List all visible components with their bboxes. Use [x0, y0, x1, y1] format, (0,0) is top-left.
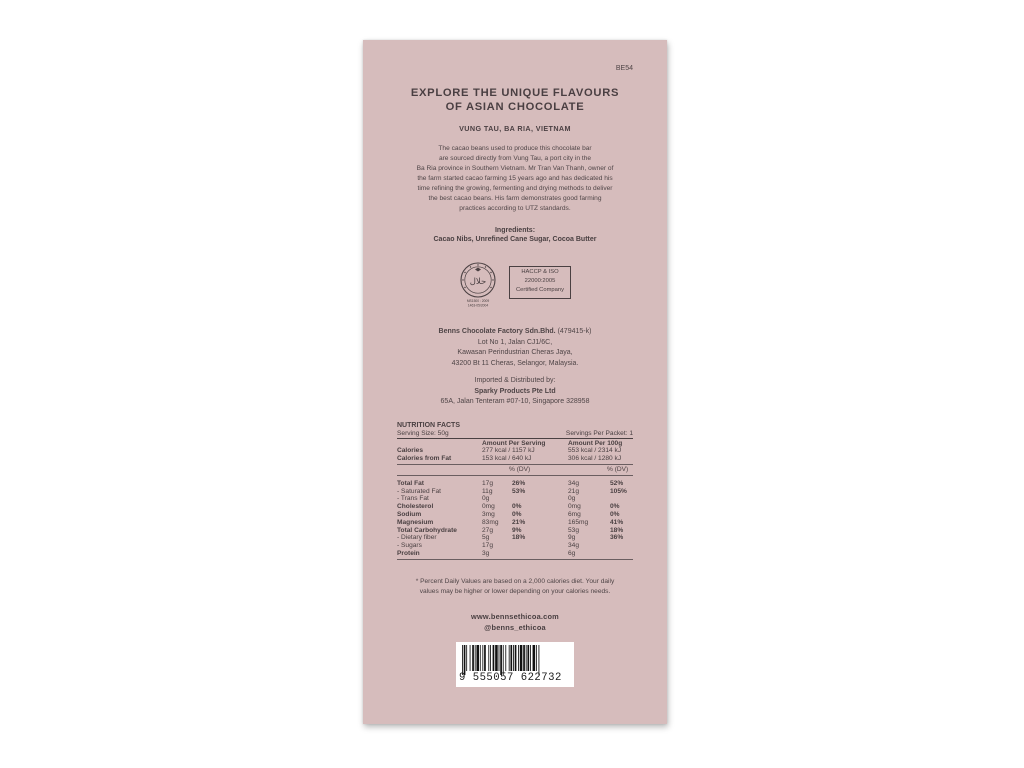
manufacturer-name: Benns Chocolate Factory Sdn.Bhd. [438, 328, 556, 335]
nutrient-row [397, 511, 633, 519]
barcode-bar [476, 645, 479, 671]
nutrient-serving-dv: 0% [512, 503, 522, 511]
serving-size: Serving Size: 50g [397, 429, 449, 437]
nutrient-serving-amount: 0g [482, 495, 490, 503]
nutrient-row [397, 488, 633, 496]
headline-line-1: EXPLORE THE UNIQUE FLAVOURS [410, 87, 620, 99]
calories-row [397, 447, 633, 455]
importer-block [363, 376, 667, 408]
serving-info-row [397, 430, 633, 438]
nutrient-label: Total Fat [397, 479, 424, 487]
nutrient-label: Magnesium [397, 518, 434, 526]
daily-value-footnote [393, 577, 637, 598]
nutrient-100g-dv: 18% [610, 526, 624, 534]
manufacturer-reg: (479415-k) [557, 328, 592, 335]
nutrient-row [397, 542, 633, 550]
nutrient-label: - Trans Fat [397, 495, 429, 503]
nutrient-serving-amount: 3mg [482, 510, 495, 518]
ingredients-heading: Ingredients: [494, 227, 536, 234]
haccp-certification-box [509, 266, 571, 299]
nutrition-column-headers [397, 440, 633, 448]
barcode-bar [466, 645, 467, 671]
haccp-line-3: Certified Company [515, 286, 564, 293]
barcode-bar [509, 645, 510, 671]
origin-story [391, 144, 639, 214]
barcode [456, 642, 574, 687]
nutrient-serving-dv: 0% [512, 510, 522, 518]
nutrient-serving-dv: 53% [512, 487, 526, 495]
nutrient-label: - Sugars [397, 542, 422, 550]
nutrient-label: Cholesterol [397, 503, 434, 511]
manufacturer-address-2: Kawasan Perindustrian Cheras Jaya, [457, 349, 573, 357]
headline-line-2: OF ASIAN CHOCOLATE [445, 101, 585, 113]
barcode-bar [526, 645, 527, 671]
nutrient-serving-amount: 3g [482, 549, 490, 557]
nutrient-100g-dv: 0% [610, 510, 620, 518]
nutrient-100g-dv: 52% [610, 479, 624, 487]
nutrient-serving-amount: 17g [482, 479, 494, 487]
barcode-bar [533, 645, 536, 671]
manufacturer-block [363, 327, 667, 369]
nutrient-100g-dv: 36% [610, 534, 624, 542]
haccp-line-2: 22000:2005 [524, 277, 556, 284]
barcode-bar [523, 645, 525, 671]
chocolate-package-back [363, 40, 667, 724]
nutrient-100g-dv: 105% [610, 487, 627, 495]
manufacturer-address-1: Lot No 1, Jalan CJ1/6C, [477, 338, 553, 346]
contact-block [363, 612, 667, 633]
nutrient-100g-dv: 0% [610, 503, 620, 511]
website-link[interactable]: www.bennsethicoa.com [471, 612, 559, 621]
nutrient-serving-amount: 11g [482, 487, 493, 495]
barcode-bar [482, 645, 483, 671]
story-line: time refining the growing, fermenting and drying methods to deliver [417, 185, 613, 192]
nutrient-label: Sodium [397, 510, 422, 518]
headline [363, 86, 667, 114]
nutrient-serving-dv: 18% [512, 534, 526, 542]
nutrient-100g-amount: 21g [568, 487, 580, 495]
dv-header-row [397, 466, 633, 474]
barcode-bar [513, 645, 514, 671]
nutrient-100g-amount: 34g [568, 542, 580, 550]
barcode-bar [518, 645, 519, 671]
halal-seal-graphic [458, 261, 498, 309]
barcode-bar [472, 645, 474, 671]
nutrient-row [397, 527, 633, 535]
barcode-bar [490, 645, 491, 671]
fat-calories-100g: 306 kcal / 1280 kJ [568, 455, 622, 463]
fat-calories-serving: 153 kcal / 640 kJ [482, 455, 532, 463]
fat-calories-label: Calories from Fat [397, 455, 452, 463]
barcode-bar [515, 645, 517, 671]
nutrient-100g-amount: 9g [568, 534, 576, 542]
ingredients-list: Cacao Nibs, Unrefined Cane Sugar, Cocoa Butter [433, 236, 597, 243]
dv-label-serving: % (DV) [509, 465, 531, 473]
nutrient-100g-dv: 41% [610, 518, 624, 526]
barcode-bar [462, 645, 463, 675]
barcode-bar [499, 645, 500, 671]
nutrient-100g-amount: 165mg [568, 518, 589, 526]
barcode-bar [536, 645, 537, 671]
nutrient-serving-amount: 5g [482, 534, 490, 542]
manufacturer-address-3: 43200 Bt 11 Cheras, Selangor, Malaysia. [451, 359, 579, 367]
nutrition-facts-panel [397, 422, 633, 560]
footnote-line-2: values may be higher or lower depending on your calories needs. [419, 588, 611, 596]
nutrient-serving-amount: 27g [482, 526, 494, 534]
social-handle: @benns_ethicoa [484, 622, 546, 632]
nutrient-label: Total Carbohydrate [397, 526, 457, 534]
halal-arabic-text: حلال [469, 277, 487, 287]
nutrient-100g-amount: 0g [568, 495, 576, 503]
nutrient-100g-amount: 6mg [568, 510, 581, 518]
barcode-bar [503, 645, 504, 675]
product-code: BE54 [615, 65, 633, 72]
nutrition-divider [397, 438, 633, 439]
nutrition-title: NUTRITION FACTS [397, 422, 460, 429]
nutrient-row [397, 480, 633, 488]
barcode-bar [505, 645, 506, 671]
story-line: practices according to UTZ standards. [459, 205, 571, 212]
nutrient-serving-amount: 0mg [482, 503, 495, 511]
haccp-line-1: HACCP & ISO [521, 269, 559, 275]
nutrient-row [397, 534, 633, 542]
nutrient-100g-amount: 34g [568, 479, 580, 487]
nutrient-row [397, 519, 633, 527]
story-line: Ba Ria province in Southern Vietnam. Mr Tran Van Thanh, owner of [416, 165, 614, 172]
nutrient-serving-dv: 26% [512, 479, 526, 487]
barcode-bar [527, 645, 529, 671]
nutrient-100g-amount: 6g [568, 549, 576, 557]
nutrient-serving-dv: 9% [512, 526, 522, 534]
story-line: the farm started cacao farming 15 years ago and has dedicated his [417, 175, 613, 182]
barcode-number: 9 555057 622732 [459, 672, 562, 684]
fat-calories-row [397, 455, 633, 463]
story-line: The cacao beans used to produce this chocolate bar [438, 145, 592, 152]
barcode-bar [493, 645, 495, 671]
halal-standard-1: MS1500 : 2009 [466, 299, 490, 303]
nutrient-100g-amount: 53g [568, 526, 580, 534]
nutrient-serving-amount: 17g [482, 542, 494, 550]
barcode-bar [510, 645, 512, 671]
nutrition-divider [397, 464, 633, 465]
nutrient-row [397, 503, 633, 511]
nutrient-serving-dv: 21% [512, 518, 526, 526]
manufacturer-name-line [363, 327, 667, 338]
nutrient-label: - Dietary fiber [397, 534, 437, 542]
nutrient-label: - Saturated Fat [397, 487, 441, 495]
importer-name: Sparky Products Pte Ltd [474, 387, 556, 395]
nutrient-row [397, 550, 633, 558]
barcode-bar [480, 645, 481, 671]
nutrient-row [397, 495, 633, 503]
halal-standard-2: 1463-05/2004 [467, 303, 489, 308]
footnote-line-1: * Percent Daily Values are based on a 2,000 calories diet. Your daily [415, 578, 615, 585]
nutrient-label: Protein [397, 549, 420, 557]
halal-logo-icon [458, 261, 498, 309]
barcode-bar [484, 645, 486, 671]
servings-per-packet: Servings Per Packet: 1 [565, 429, 633, 437]
calories-serving: 277 kcal / 1157 kJ [482, 447, 535, 455]
barcode-bar [520, 645, 523, 671]
importer-address: 65A, Jalan Tenteram #07-10, Singapore 328958 [440, 398, 590, 406]
calories-label: Calories [397, 447, 424, 455]
calories-100g: 553 kcal / 2314 kJ [568, 447, 622, 455]
story-line: are sourced directly from Vung Tau, a port city in the [438, 155, 592, 162]
barcode-bar [470, 645, 471, 671]
nutrient-rows [397, 480, 633, 558]
col-per-serving: Amount Per Serving [482, 439, 546, 447]
origin-location: VUNG TAU, BA RIA, VIETNAM [459, 124, 571, 133]
barcode-bar [464, 645, 466, 675]
nutrient-serving-amount: 83mg [482, 518, 499, 526]
col-per-100g: Amount Per 100g [568, 439, 623, 447]
barcode-bar [530, 645, 531, 671]
importer-label: Imported & Distributed by: [474, 377, 556, 384]
barcode-bar [539, 645, 540, 675]
dv-label-100g: % (DV) [607, 465, 629, 473]
story-line: the best cacao beans. His farm demonstrates good farming [428, 195, 602, 202]
barcode-bar [475, 645, 476, 671]
barcode-bar [488, 645, 489, 671]
barcode-bar [500, 645, 502, 675]
barcode-bar [495, 645, 498, 671]
nutrition-divider [397, 559, 633, 560]
nutrient-100g-amount: 0mg [568, 503, 581, 511]
